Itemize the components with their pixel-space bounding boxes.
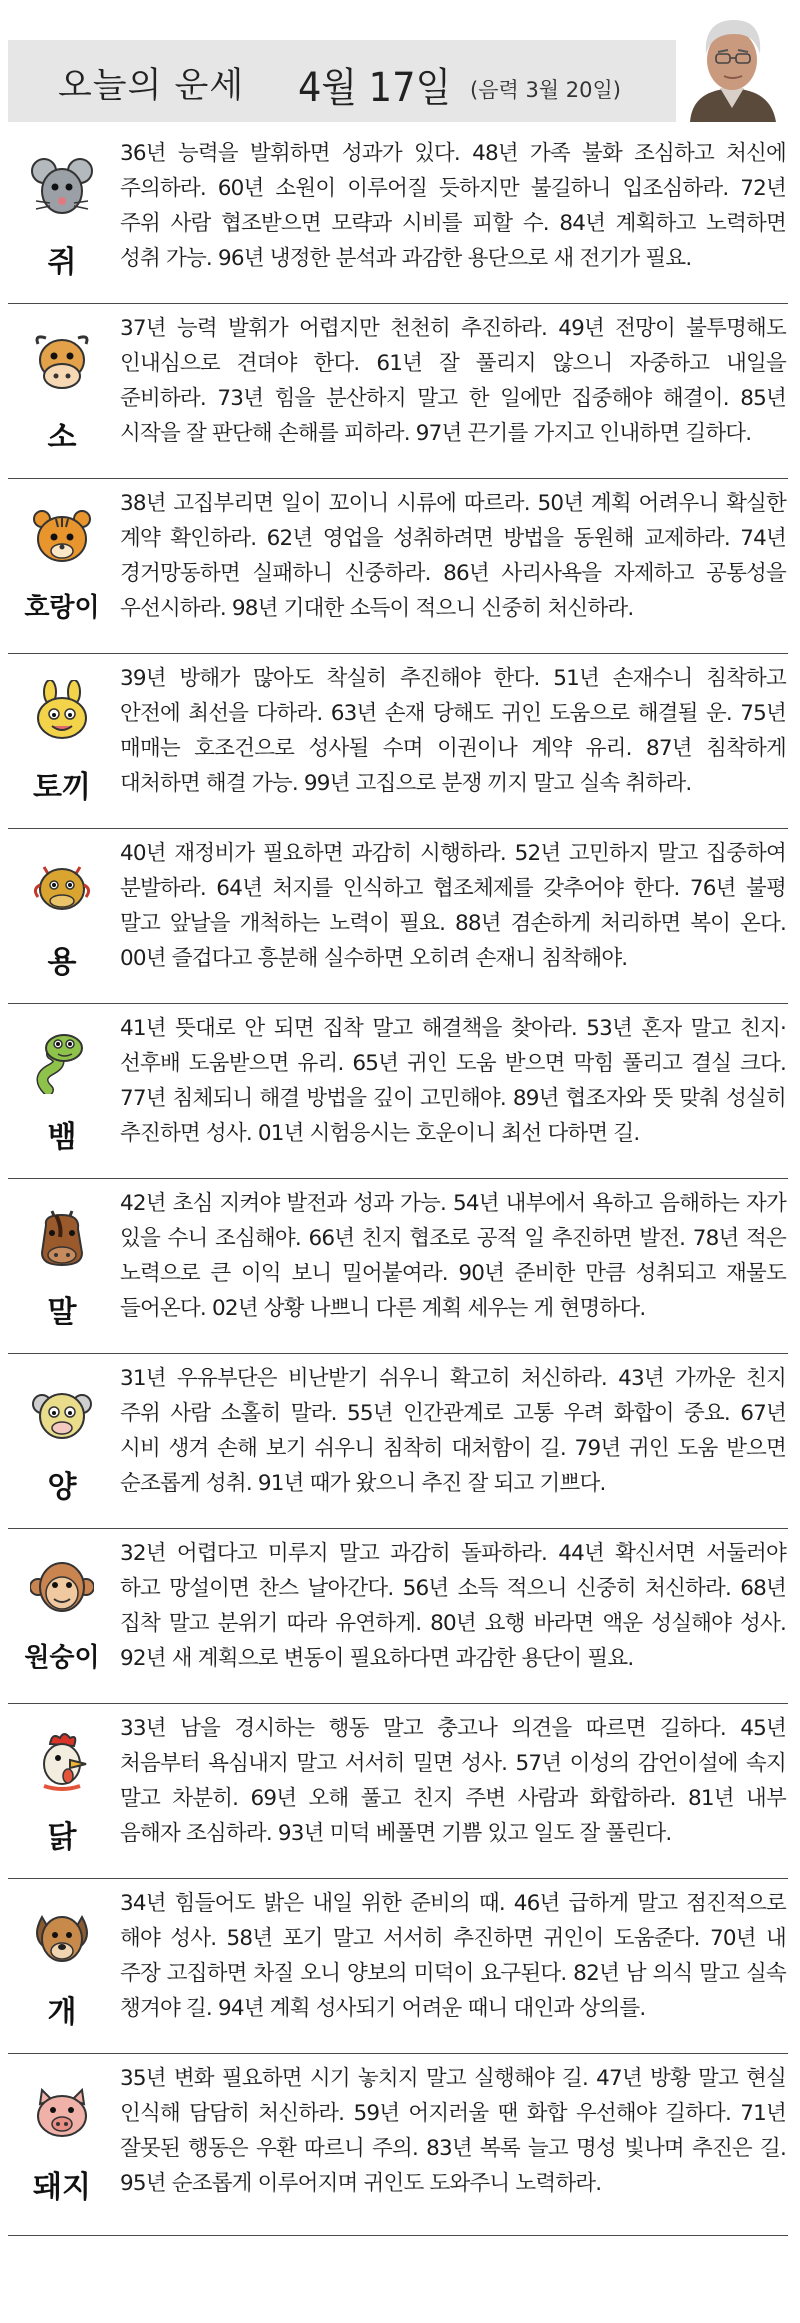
fortune-text: 42년 초심 지켜야 발전과 성과 가능. 54년 내부에서 욕하고 음해하는 자가 있을 수니 조심해야. 66년 친지 협조로 공적 일 추진하면 발전. 78년 적은 노력으로 큰 이익 보니 밀어붙여라. 90년 준비한 만큼 성취되고 재물도 들어온다. 02년 상황 나쁘니 다른 계획 세우는 게 현명하다. bbox=[120, 1191, 786, 1321]
fortune-text: 34년 힘들어도 밝은 내일 위한 준비의 때. 46년 급하게 말고 점진적으로 해야 성사. 58년 포기 말고 서서히 추진하면 귀인이 도움준다. 70년 내 주장 고집하면 차질 오니 양보의 미덕이 요구된다. 82년 남 의식 말고 실속 챙겨야 길. 94년 계획 성사되기 어려운 때니 대인과 상의를. bbox=[120, 1891, 786, 2021]
sheep-icon bbox=[30, 1380, 94, 1444]
zodiac-cell bbox=[8, 1354, 116, 1528]
fortune-text: 35년 변화 필요하면 시기 놓치지 말고 실행해야 길. 47년 방황 말고 현실 인식해 담담히 처신하라. 59년 어지러울 땐 화합 우선해야 길하다. 71년 잘못된 행동은 우환 따르니 주의. 83년 복록 늘고 명성 빛나며 추진은 길. 95년 순조롭게 이루어지며 귀인도 도와주니 노력하라. bbox=[120, 2066, 786, 2196]
tiger-icon bbox=[30, 505, 94, 569]
zodiac-cell bbox=[8, 1704, 116, 1878]
fortune-row-snake bbox=[8, 1004, 788, 1179]
zodiac-cell bbox=[8, 2054, 116, 2235]
fortune-row-dog bbox=[8, 1879, 788, 2054]
zodiac-name: 소 bbox=[47, 420, 77, 455]
fortune-text: 39년 방해가 많아도 착실히 추진해야 한다. 51년 손재수니 침착하고 안전에 최선을 다하라. 63년 손재 당해도 귀인 도움으로 해결될 운. 75년 매매는 호조건으로 성사될 수며 이권이나 계약 유리. 87년 침착하게 대처하면 해결 가능. 99년 고집으로 분쟁 끼지 말고 실속 취하라. bbox=[120, 666, 786, 796]
rabbit-icon bbox=[30, 680, 94, 744]
fortune-row-pig bbox=[8, 2054, 788, 2236]
fortune-text: 36년 능력을 발휘하면 성과가 있다. 48년 가족 불화 조심하고 처신에 주의하라. 60년 소원이 이루어질 듯하지만 불길하니 입조심하라. 72년 주위 사람 협조받으면 모략과 시비를 피할 수. 84년 계획하고 노력하면 성취 가능. 96년 냉정한 분석과 과감한 용단으로 새 전기가 필요. bbox=[120, 141, 786, 271]
fortune-row-dragon bbox=[8, 829, 788, 1004]
fortune-text: 38년 고집부리면 일이 꼬이니 시류에 따르라. 50년 계획 어려우니 확실한 계약 확인하라. 62년 영업을 성취하려면 방법을 동원해 교제하라. 74년 경거망동하면 실패하니 신중하라. 86년 사리사욕을 자제하고 공통성을 우선시하라. 98년 기대한 소득이 적으니 신중히 처신하라. bbox=[120, 491, 786, 621]
monkey-icon bbox=[30, 1555, 94, 1619]
zodiac-cell bbox=[8, 829, 116, 1003]
zodiac-cell bbox=[8, 1004, 116, 1178]
dog-icon bbox=[30, 1905, 94, 1969]
fortune-text: 31년 우유부단은 비난받기 쉬우니 확고히 처신하라. 43년 가까운 친지 주위 사람 소홀히 말라. 55년 인간관계로 고통 우려 화합이 중요. 67년 시비 생겨 손해 보기 쉬우니 침착히 대처함이 길. 79년 귀인 도움 받으면 순조롭게 성취. 91년 때가 왔으니 추진 잘 되고 기쁘다. bbox=[120, 1366, 786, 1496]
zodiac-cell bbox=[8, 654, 116, 828]
fortune-text: 40년 재정비가 필요하면 과감히 시행하라. 52년 고민하지 말고 집중하여 분발하라. 64년 처지를 인식하고 협조체제를 갖추어야 한다. 76년 불평 말고 앞날을 개척하는 노력이 필요. 88년 겸손하게 처리하면 복이 온다. 00년 즐겁다고 흥분해 실수하면 오히려 손재니 침착해야. bbox=[120, 841, 786, 971]
fortune-text: 37년 능력 발휘가 어렵지만 천천히 추진하라. 49년 전망이 불투명해도 인내심으로 견뎌야 한다. 61년 잘 풀리지 않으니 자중하고 내일을 준비하라. 73년 힘을 분산하지 말고 한 일에만 집중해야 해결이. 85년 시작을 잘 판단해 손해를 피하라. 97년 끈기를 가지고 인내하면 길하다. bbox=[120, 316, 786, 446]
fortune-row-ox bbox=[8, 304, 788, 479]
fortune-row-horse bbox=[8, 1179, 788, 1354]
zodiac-cell bbox=[8, 304, 116, 478]
zodiac-name: 닭 bbox=[47, 1820, 77, 1855]
dragon-icon bbox=[30, 855, 94, 919]
horse-icon bbox=[30, 1205, 94, 1269]
zodiac-name: 원숭이 bbox=[24, 1643, 100, 1673]
zodiac-name: 토끼 bbox=[33, 770, 91, 805]
zodiac-name: 호랑이 bbox=[24, 593, 100, 623]
fortune-row-rooster bbox=[8, 1704, 788, 1879]
zodiac-cell bbox=[8, 129, 116, 303]
fortune-row-sheep bbox=[8, 1354, 788, 1529]
fortune-text: 41년 뜻대로 안 되면 집착 말고 해결책을 찾아라. 53년 혼자 말고 친지·선후배 도움받으면 유리. 65년 귀인 도움 받으면 막힘 풀리고 결실 크다. 77년 침체되니 해결 방법을 깊이 고민해야. 89년 협조자와 뜻 맞춰 성실히 추진하면 성사. 01년 시험응시는 호운이니 최선 다하면 길. bbox=[120, 1016, 786, 1146]
zodiac-name: 돼지 bbox=[33, 2170, 91, 2205]
zodiac-name: 쥐 bbox=[47, 245, 77, 280]
fortune-row-rat bbox=[8, 129, 788, 304]
zodiac-cell bbox=[8, 1179, 116, 1353]
rat-icon bbox=[30, 155, 94, 219]
pig-icon bbox=[30, 2080, 94, 2144]
fortune-header bbox=[8, 40, 788, 122]
fortune-text: 33년 남을 경시하는 행동 말고 충고나 의견을 따르면 길하다. 45년 처음부터 욕심내지 말고 서서히 밀면 성사. 57년 이성의 감언이설에 속지 말고 차분히. 69년 오해 풀고 친지 주변 사람과 화합하라. 81년 내부 음해자 조심하라. 93년 미덕 베풀면 기쁨 있고 일도 잘 풀린다. bbox=[120, 1716, 786, 1846]
zodiac-name: 개 bbox=[47, 1995, 77, 2030]
zodiac-cell bbox=[8, 1879, 116, 2053]
date-label: 4월 17일 bbox=[298, 65, 452, 111]
zodiac-name: 말 bbox=[47, 1295, 77, 1330]
ox-icon bbox=[30, 330, 94, 394]
page-title: 오늘의 운세 bbox=[58, 66, 245, 106]
fortune-row-rabbit bbox=[8, 654, 788, 829]
zodiac-name: 뱀 bbox=[47, 1120, 77, 1155]
author-portrait-photo bbox=[676, 12, 788, 122]
zodiac-cell bbox=[8, 1529, 116, 1703]
fortune-row-tiger bbox=[8, 479, 788, 654]
snake-icon bbox=[30, 1030, 94, 1094]
rooster-icon bbox=[30, 1730, 94, 1794]
zodiac-cell bbox=[8, 479, 116, 653]
fortune-text: 32년 어렵다고 미루지 말고 과감히 돌파하라. 44년 확신서면 서둘러야 하고 망설이면 찬스 날아간다. 56년 소득 적으니 신중히 처신하라. 68년 집착 말고 분위기 따라 유연하게. 80년 요행 바라면 액운 성실해야 성사. 92년 새 계획으로 변동이 필요하다면 과감한 용단이 필요. bbox=[120, 1541, 786, 1671]
zodiac-name: 양 bbox=[47, 1470, 77, 1505]
lunar-date-label: (음력 3월 20일) bbox=[470, 78, 621, 102]
fortune-row-monkey bbox=[8, 1529, 788, 1704]
zodiac-name: 용 bbox=[47, 945, 77, 980]
fortune-list bbox=[8, 129, 788, 2236]
